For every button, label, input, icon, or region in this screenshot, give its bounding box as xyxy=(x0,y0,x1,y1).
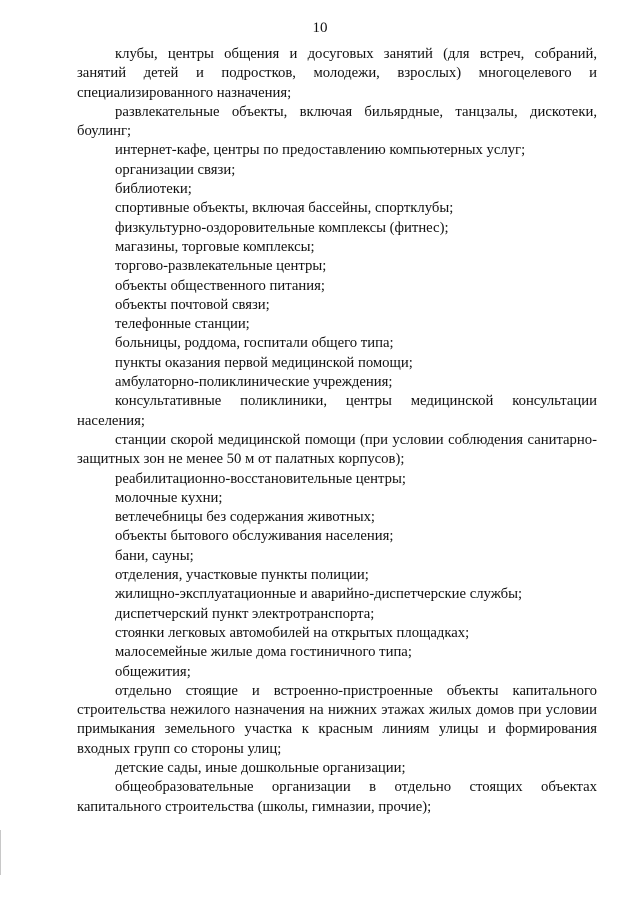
list-item-paragraph: стоянки легковых автомобилей на открытых площадках; xyxy=(115,624,470,641)
list-item-paragraph: отделения, участковые пункты полиции; xyxy=(115,567,369,584)
list-item-paragraph: физкультурно-оздоровительные комплексы (фитнес); xyxy=(115,219,449,236)
scan-edge-line xyxy=(0,830,1,875)
list-item-paragraph: диспетчерский пункт электротранспорта; xyxy=(115,605,375,622)
list-item-paragraph: объекты общественного питания; xyxy=(115,277,325,294)
list-item-paragraph: молочные кухни; xyxy=(115,489,223,506)
list-item-paragraph: объекты бытового обслуживания населения; xyxy=(115,528,394,545)
list-item-paragraph: интернет-кафе, центры по предоставлению компьютерных услуг; xyxy=(115,142,526,159)
list-item-paragraph: развлекательные объекты, включая бильярдные, танцзалы, дискотеки, боулинг; xyxy=(77,103,597,140)
list-item-paragraph: больницы, роддома, госпитали общего типа; xyxy=(115,335,394,352)
list-item-paragraph: амбулаторно-поликлинические учреждения; xyxy=(115,374,393,391)
list-item-paragraph: отдельно стоящие и встроенно-пристроенные объекты капитального строительства нежилого назначения на нижних этажах жилых домов при условии примыкания земельного участка к красным линиям улицы и формирования входных групп со стороны улиц; xyxy=(77,682,597,757)
page-number: 10 xyxy=(312,20,328,36)
list-item-paragraph: общеобразовательные организации в отдельно стоящих объектах капитального строительства (школы, гимназии, прочие); xyxy=(77,779,597,815)
document-body xyxy=(77,45,597,817)
list-item-paragraph: жилищно-эксплуатационные и аварийно-диспетчерские службы; xyxy=(115,586,523,603)
list-item-paragraph: пункты оказания первой медицинской помощи; xyxy=(115,354,413,371)
list-item-paragraph: спортивные объекты, включая бассейны, спортклубы; xyxy=(115,200,454,217)
list-item-paragraph: общежития; xyxy=(115,663,191,680)
list-item-paragraph: телефонные станции; xyxy=(115,316,250,333)
list-item-paragraph: ветлечебницы без содержания животных; xyxy=(115,509,376,526)
list-item-paragraph: станции скорой медицинской помощи (при условии соблюдения санитарно-защитных зон не менее 50 м от палатных корпусов); xyxy=(77,431,597,468)
list-item-paragraph: торгово-развлекательные центры; xyxy=(115,258,327,275)
list-item-paragraph: объекты почтовой связи; xyxy=(115,296,270,313)
list-item-paragraph: малосемейные жилые дома гостиничного типа; xyxy=(115,644,412,661)
list-item-paragraph: библиотеки; xyxy=(115,181,192,198)
list-item-paragraph: магазины, торговые комплексы; xyxy=(115,238,315,255)
list-item-paragraph: реабилитационно-восстановительные центры; xyxy=(115,470,406,487)
list-item-paragraph: клубы, центры общения и досуговых занятий (для встреч, собраний, занятий детей и подростков, молодежи, взрослых) многоцелевого и специализированного назначения; xyxy=(77,46,597,101)
list-item-paragraph: организации связи; xyxy=(115,161,236,178)
list-item-paragraph: консультативные поликлиники, центры медицинской консультации населения; xyxy=(77,393,597,429)
list-item-paragraph: бани, сауны; xyxy=(115,547,194,564)
list-item-paragraph: детские сады, иные дошкольные организации; xyxy=(115,759,406,776)
